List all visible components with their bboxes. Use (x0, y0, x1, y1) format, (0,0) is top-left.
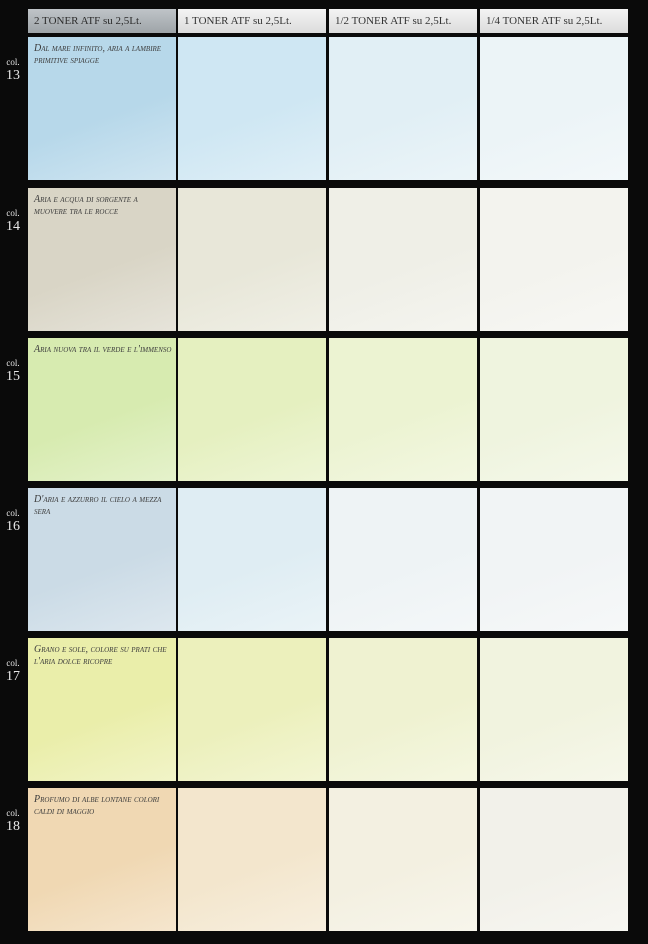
swatch-caption: Profumo di albe lontane colori caldi di maggio (34, 794, 160, 817)
color-swatch (329, 338, 477, 481)
color-swatch (28, 188, 176, 331)
column-header-1: 2 TONER ATF su 2,5Lt. (28, 9, 176, 33)
color-number-label (0, 208, 26, 235)
color-swatch (480, 638, 628, 781)
col-prefix: col. (6, 808, 20, 818)
color-swatch (28, 788, 176, 931)
color-number-label (0, 57, 26, 84)
color-number: 16 (6, 519, 20, 534)
swatch-caption: Aria e acqua di sorgente a muovere tra le rocce (34, 194, 138, 217)
color-swatch (28, 338, 176, 481)
color-swatch (480, 788, 628, 931)
column-header-4: 1/4 TONER ATF su 2,5Lt. (480, 9, 628, 33)
color-swatch (178, 788, 326, 931)
color-swatch (178, 188, 326, 331)
col-prefix: col. (6, 208, 20, 218)
color-swatch (178, 338, 326, 481)
color-number: 14 (6, 219, 20, 234)
color-number: 18 (6, 819, 20, 834)
color-number: 13 (6, 68, 20, 83)
column-header-3: 1/2 TONER ATF su 2,5Lt. (329, 9, 477, 33)
color-swatch (329, 488, 477, 631)
color-swatch (329, 188, 477, 331)
swatch-caption: D'aria e azzurro il cielo a mezza sera (34, 494, 162, 517)
col-prefix: col. (6, 57, 20, 67)
col-prefix: col. (6, 508, 20, 518)
color-swatch (480, 488, 628, 631)
color-swatch (480, 188, 628, 331)
color-swatch (28, 37, 176, 180)
column-header-2: 1 TONER ATF su 2,5Lt. (178, 9, 326, 33)
color-number-label (0, 658, 26, 685)
swatch-caption: Dal mare infinito, aria a lambire primitive spiagge (34, 43, 162, 66)
color-swatch (178, 638, 326, 781)
color-number-label (0, 508, 26, 535)
color-swatch (178, 37, 326, 180)
color-swatch (178, 488, 326, 631)
color-swatch (329, 638, 477, 781)
color-number-label (0, 808, 26, 835)
color-number-label (0, 358, 26, 385)
color-swatch (480, 338, 628, 481)
color-swatch (329, 788, 477, 931)
color-number: 15 (6, 369, 20, 384)
color-swatch (28, 638, 176, 781)
color-swatch (28, 488, 176, 631)
swatch-caption: Grano e sole, colore su prati che l'aria dolce ricopre (34, 644, 167, 667)
col-prefix: col. (6, 358, 20, 368)
color-swatch (329, 37, 477, 180)
col-prefix: col. (6, 658, 20, 668)
swatch-caption: Aria nuova tra il verde e l'immenso (34, 344, 172, 355)
color-number: 17 (6, 669, 20, 684)
color-swatch (480, 37, 628, 180)
